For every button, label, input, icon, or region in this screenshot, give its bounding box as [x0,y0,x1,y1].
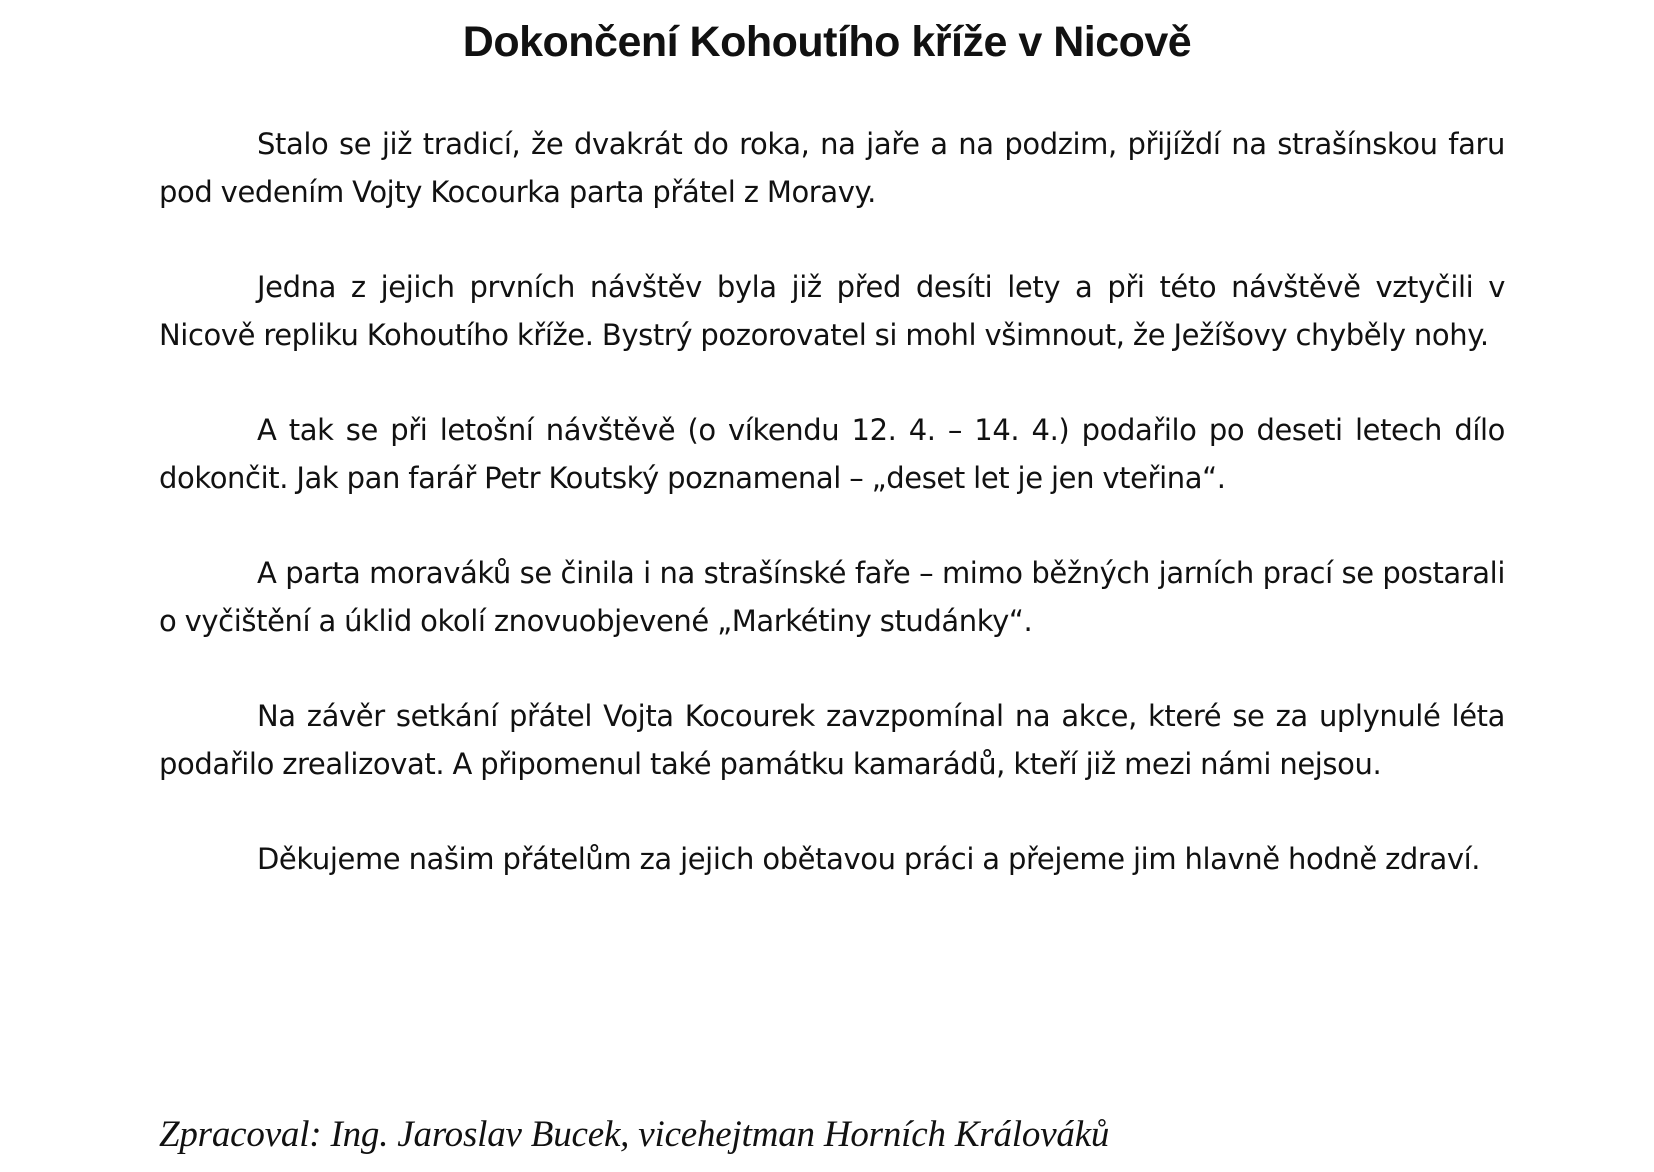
paragraph-3: A tak se při letošní návštěvě (o víkendu 12. 4. – 14. 4.) podařilo po deseti letech dílo dokončit. Jak pan farář Petr Koutský poznamenal – „deset let je jen vteřina“. [159,413,1505,495]
paragraph-2: Jedna z jejich prvních návštěv byla již před desíti lety a při této návštěvě vztyčili v Nicově repliku Kohoutího kříže. Bystrý pozorovatel si mohl všimnout, že Ježíšovy chyběly nohy. [159,270,1505,352]
paragraph-4: A parta moraváků se činila i na strašínské faře – mimo běžných jarních prací se postarali o vyčištění a úklid okolí znovuobjevené „Markétiny studánky“. [159,556,1505,638]
paragraph-6: Děkujeme našim přátelům za jejich obětavou práci a přejeme jim hlavně hodně zdraví. [257,842,1481,876]
article-body [159,120,1505,930]
paragraph-5: Na závěr setkání přátel Vojta Kocourek zavzpomínal na akce, které se za uplynulé léta podařilo zrealizovat. A připomenul také památku kamarádů, kteří již mezi námi nejsou. [159,699,1505,781]
paragraph-1: Stalo se již tradicí, že dvakrát do roka, na jaře a na podzim, přijíždí na strašínskou faru pod vedením Vojty Kocourka parta přátel z Moravy. [159,127,1505,209]
author-signature: Zpracoval: Ing. Jaroslav Bucek, vicehejtman Horních Králováků [159,1114,1110,1155]
document-title: Dokončení Kohoutího kříže v Nicově [462,18,1192,66]
